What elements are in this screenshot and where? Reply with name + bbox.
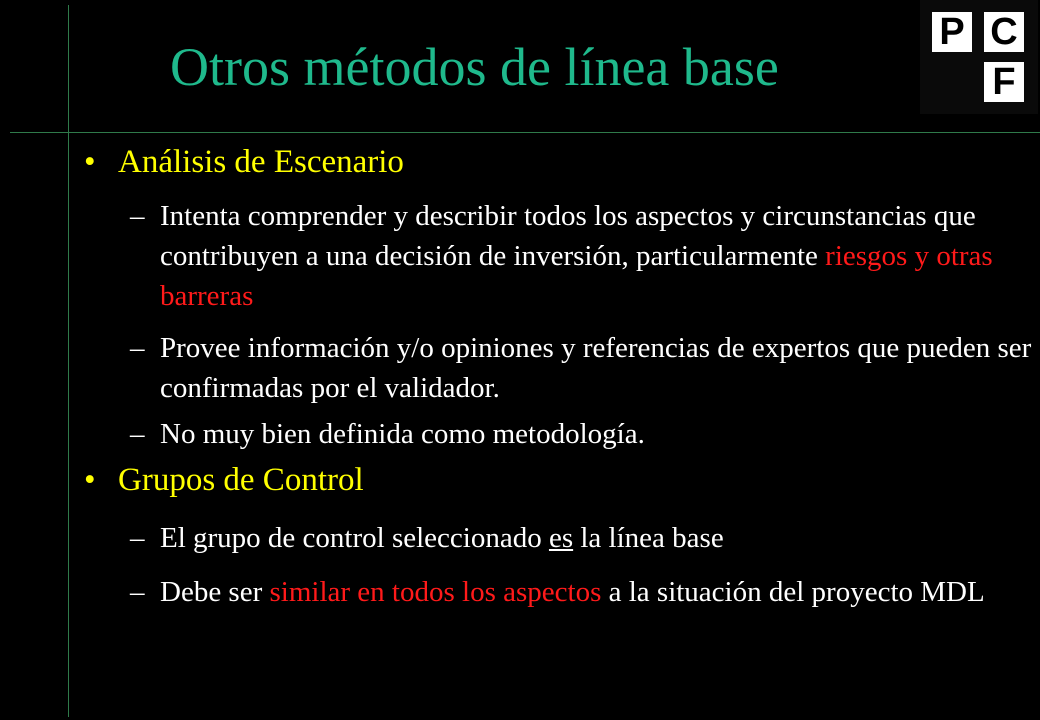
highlight-text: riesgos y otras barreras <box>160 240 993 312</box>
sub-item-text-part: El grupo de control seleccionado <box>160 522 542 554</box>
section-heading: Grupos de Control <box>118 462 364 498</box>
sub-item-text: Provee información y/o opiniones y referencias de expertos que pueden ser confirmadas por el validador. <box>160 332 1032 404</box>
sub-item-text <box>160 570 1040 614</box>
dash-marker: – <box>130 418 145 450</box>
pcf-logo <box>920 0 1038 114</box>
logo-tile-p: P <box>932 12 972 52</box>
underlined-text: es <box>548 522 574 554</box>
logo-tile-f: F <box>984 62 1024 102</box>
bullet-dot: • <box>84 144 96 180</box>
sub-item-text-part: a la situación del proyecto MDL <box>608 576 985 608</box>
horizontal-rule <box>10 132 1040 133</box>
sub-item-text <box>160 518 1040 558</box>
sub-item-text-part: Intenta comprender y describir todos los aspectos y circunstancias que contribuyen a una decisión de inversión, particularmente <box>160 200 976 272</box>
vertical-rule <box>68 5 69 717</box>
section-heading: Análisis de Escenario <box>118 144 404 180</box>
logo-tile-c: C <box>984 12 1024 52</box>
sub-item-text-part: Debe ser <box>160 576 263 608</box>
dash-marker: – <box>130 332 145 364</box>
highlight-text: similar en todos los aspectos <box>269 576 602 608</box>
sub-item-text: No muy bien definida como metodología. <box>160 418 645 450</box>
dash-marker: – <box>130 576 145 608</box>
slide-title: Otros métodos de línea base <box>170 37 779 97</box>
bullet-dot: • <box>84 462 96 498</box>
sub-item-text-part: la línea base <box>580 522 724 554</box>
dash-marker: – <box>130 522 145 554</box>
dash-marker: – <box>130 200 145 232</box>
sub-item-text <box>160 196 1040 316</box>
